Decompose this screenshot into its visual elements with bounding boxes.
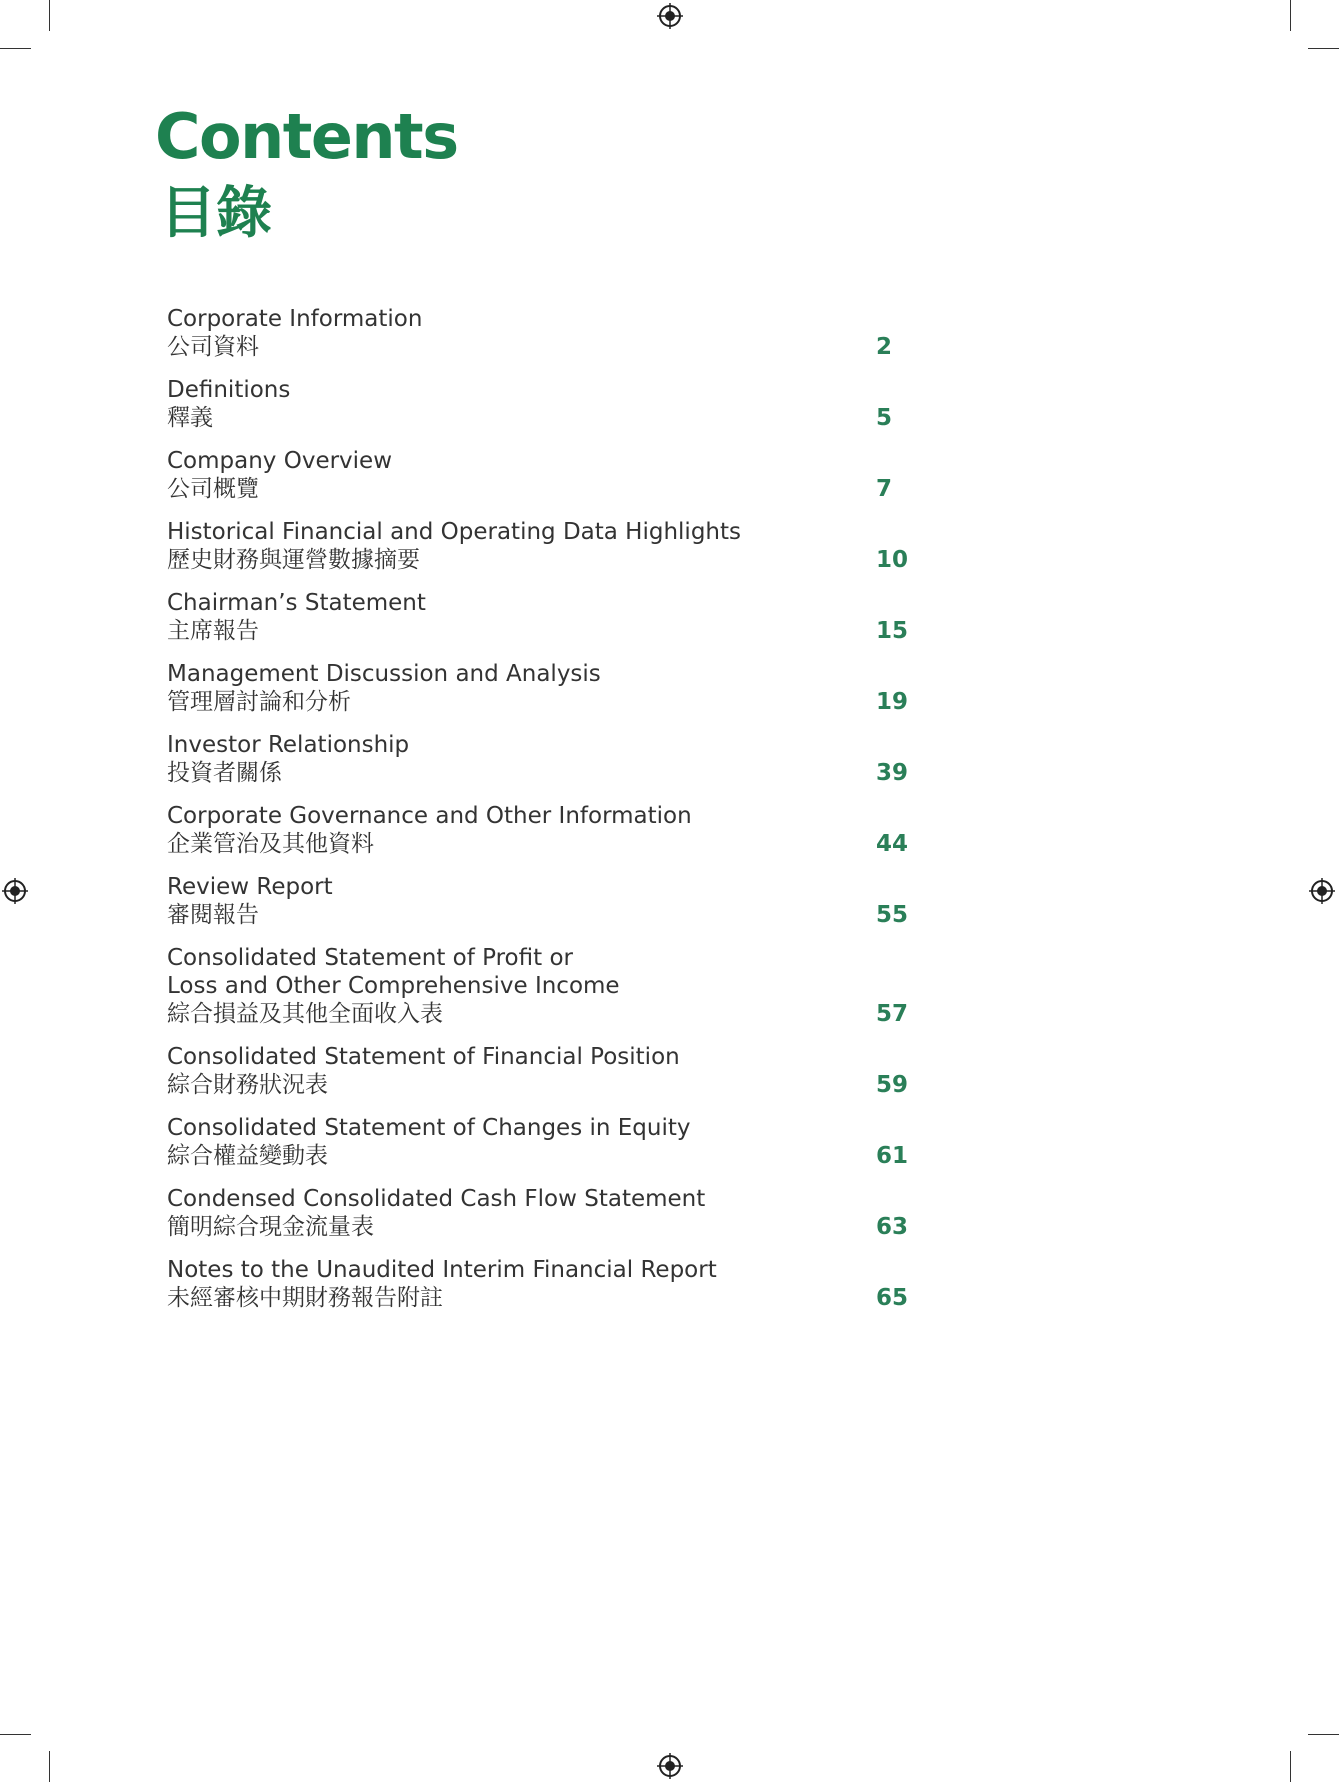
toc-item-definitions[interactable]	[167, 376, 927, 432]
toc-item-title-zh: 公司概覽	[167, 476, 259, 502]
toc-item-page-number: 44	[876, 831, 909, 857]
toc-item-title-en: Consolidated Statement of Profit or Loss and Other Comprehensive Income	[167, 945, 620, 999]
crop-mark-top-left-v	[49, 0, 50, 31]
toc-item-page-number: 15	[876, 618, 909, 644]
crop-mark-bottom-right-v	[1290, 1751, 1291, 1782]
toc-item-page-number: 57	[876, 1001, 909, 1027]
toc-item-investor-relationship[interactable]	[167, 731, 927, 787]
page-title: Contents	[155, 100, 458, 173]
toc-item-company-overview[interactable]	[167, 447, 927, 503]
registration-mark-icon	[2, 878, 28, 904]
toc-item-cash-flow[interactable]	[167, 1185, 927, 1241]
crop-mark-top-right-v	[1290, 0, 1291, 31]
toc-item-title-en: Investor Relationship	[167, 732, 410, 758]
toc-item-financial-position[interactable]	[167, 1043, 927, 1099]
toc-item-page-number: 61	[876, 1143, 909, 1169]
toc-item-page-number: 63	[876, 1214, 909, 1240]
toc-item-title-en: Corporate Information	[167, 306, 423, 332]
crop-mark-top-left-h	[0, 48, 31, 49]
toc-item-profit-or-loss[interactable]	[167, 944, 927, 1028]
toc-item-title-zh: 管理層討論和分析	[167, 689, 351, 715]
toc-item-title-en: Notes to the Unaudited Interim Financial Report	[167, 1257, 717, 1283]
registration-mark-icon	[657, 3, 683, 29]
toc-item-corporate-governance[interactable]	[167, 802, 927, 858]
toc-item-page-number: 39	[876, 760, 909, 786]
toc-item-page-number: 2	[876, 334, 893, 360]
toc-item-title-zh: 歷史財務與運營數據摘要	[167, 547, 420, 573]
toc-item-title-zh: 綜合權益變動表	[167, 1143, 328, 1169]
toc-item-title-en: Company Overview	[167, 448, 393, 474]
toc-item-title-zh: 簡明綜合現金流量表	[167, 1214, 374, 1240]
toc-item-chairmans-statement[interactable]	[167, 589, 927, 645]
toc-item-page-number: 19	[876, 689, 909, 715]
toc-item-title-en: Condensed Consolidated Cash Flow Statement	[167, 1186, 706, 1212]
toc-item-page-number: 59	[876, 1072, 909, 1098]
toc-item-title-zh: 綜合財務狀況表	[167, 1072, 328, 1098]
toc-item-page-number: 5	[876, 405, 893, 431]
toc-item-changes-in-equity[interactable]	[167, 1114, 927, 1170]
crop-mark-top-right-h	[1308, 48, 1339, 49]
toc-item-review-report[interactable]	[167, 873, 927, 929]
toc-item-notes[interactable]	[167, 1256, 927, 1312]
crop-mark-bottom-left-v	[49, 1751, 50, 1782]
toc-item-title-en: Definitions	[167, 377, 291, 403]
toc-item-title-zh: 企業管治及其他資料	[167, 831, 374, 857]
toc-item-title-en: Consolidated Statement of Changes in Equity	[167, 1115, 691, 1141]
toc-item-corporate-information[interactable]	[167, 305, 927, 361]
toc-item-page-number: 55	[876, 902, 909, 928]
table-of-contents	[167, 305, 927, 1327]
registration-mark-icon	[1309, 878, 1335, 904]
toc-item-title-en: Corporate Governance and Other Information	[167, 803, 692, 829]
toc-item-historical-highlights[interactable]	[167, 518, 927, 574]
toc-item-page-number: 7	[876, 476, 893, 502]
toc-item-page-number: 65	[876, 1285, 909, 1311]
toc-item-page-number: 10	[876, 547, 909, 573]
registration-mark-icon	[657, 1753, 683, 1779]
toc-item-title-zh: 投資者關係	[167, 760, 282, 786]
toc-item-title-zh: 綜合損益及其他全面收入表	[167, 1001, 443, 1027]
toc-item-management-discussion[interactable]	[167, 660, 927, 716]
toc-item-title-zh: 釋義	[167, 405, 213, 431]
toc-item-title-zh: 審閱報告	[167, 902, 259, 928]
crop-mark-bottom-left-h	[0, 1734, 31, 1735]
toc-item-title-zh: 公司資料	[167, 334, 259, 360]
toc-item-title-en: Consolidated Statement of Financial Position	[167, 1044, 680, 1070]
toc-item-title-en: Management Discussion and Analysis	[167, 661, 601, 687]
toc-item-title-zh: 主席報告	[167, 618, 259, 644]
page-title-chinese: 目錄	[160, 181, 272, 246]
toc-item-title-en: Chairman’s Statement	[167, 590, 426, 616]
crop-mark-bottom-right-h	[1308, 1734, 1339, 1735]
toc-item-title-en: Review Report	[167, 874, 333, 900]
toc-item-title-en: Historical Financial and Operating Data Highlights	[167, 519, 742, 545]
toc-item-title-zh: 未經審核中期財務報告附註	[167, 1285, 443, 1311]
